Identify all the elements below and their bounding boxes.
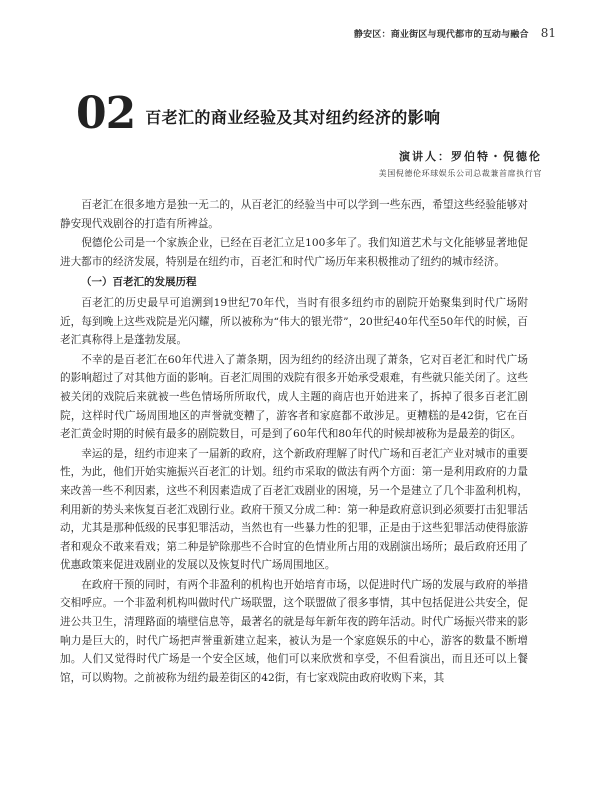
chapter-title-block: [76, 88, 540, 139]
section-paragraph: 不幸的是百老汇在60年代进入了萧条期，因为纽约的经济出现了萧条，它对百老汇和时代广场的影响超过了对其他方面的影响。百老汇周围的戏院有很多开始承受艰难，有些就只能关闭了。这些被关闭的戏院后来就被一些色情场所所取代，成人主题的商店也开始进来了，拆掉了很多百老汇剧院，这样时代广场周围地区的声誉就变糟了，游客者和家庭都不敢涉足。更糟糕的是42街，它在百老汇黄金时期的时候有最多的剧院数目，可是到了60年代和80年代的时候却被称为是最差的街区。: [60, 353, 528, 441]
speaker-line: 演讲人：罗伯特・倪德伦: [399, 150, 542, 163]
article-body: [60, 196, 528, 688]
intro-paragraph: 倪德伦公司是一个家族企业，已经在百老汇立足100多年了。我们知道艺术与文化能够显著地促进大都市的经济发展，特别是在纽约市，百老汇和时代广场历年来积极推动了纽约的城市经济。: [60, 237, 528, 268]
running-header: [300, 26, 556, 40]
chapter-number: 02: [76, 88, 136, 139]
section-paragraph: 百老汇的历史最早可追溯到19世纪70年代，当时有很多纽约市的剧院开始聚集到时代广场附近，每到晚上这些戏院是光闪耀，所以被称为“伟大的银光带”，20世纪40年代至50年代的时候，百老汇真称得上是蓬勃发展。: [60, 296, 528, 347]
chapter-title: 百老汇的商业经验及其对纽约经济的影响: [145, 107, 441, 127]
intro-paragraph: 百老汇在很多地方是独一无二的，从百老汇的经验当中可以学到一些东西，希望这些经验能够对静安现代戏剧谷的打造有所裨益。: [60, 199, 528, 230]
section-paragraph: 在政府干预的同时，有两个非盈利的机构也开始培育市场，以促进时代广场的发展与政府的举措交相呼应。一个非盈利机构叫做时代广场联盟，这个联盟做了很多事情，其中包括促进公共安全，促进公共卫生，清理路面的墙壁信息等，最著名的就是每年新年夜的跨年活动。时代广场振兴带来的影响力是巨大的，时代广场把声誉重新建立起来，被认为是一个家庭娱乐的中心，游客的数量不断增加。人们又觉得时代广场是一个安全区域，他们可以来欣赏和享受，不但看演出，而且还可以上餐馆，可以购物。之前被称为纽约最差街区的42街，有七家戏院由政府收购下来，其: [60, 578, 528, 684]
section-paragraph: 幸运的是，纽约市迎来了一届新的政府，这个新政府理解了时代广场和百老汇产业对城市的重要性，为此，他们开始实施振兴百老汇的计划。纽约市采取的做法有两个方面：第一是利用政府的力量来改善一些不利因素，这些不利因素造成了百老汇戏剧业的困境，另一个是建立了几个非盈利机构，利用新的势头来恢复百老汇戏剧行业。政府干预又分成二种：第一种是政府意识到必须要打击犯罪活动，尤其是那种低级的民事犯罪活动，当然也有一些暴力性的犯罪，正是由于这些犯罪活动使得旅游者和观众不敢来看戏；第二种是铲除那些不合时宜的色情业所占用的戏剧演出场所；最后政府还用了优惠政策来促进戏剧业的发展以及恢复时代广场周围地区。: [60, 447, 528, 572]
running-header-label: 静安区：商业街区与现代都市的互动与融合: [353, 30, 529, 40]
speaker-affiliation: 美国倪德伦环球娱乐公司总裁兼首席执行官: [378, 169, 542, 178]
page-number: 81: [540, 26, 556, 40]
section-heading: （一）百老汇的发展历程: [81, 276, 197, 289]
